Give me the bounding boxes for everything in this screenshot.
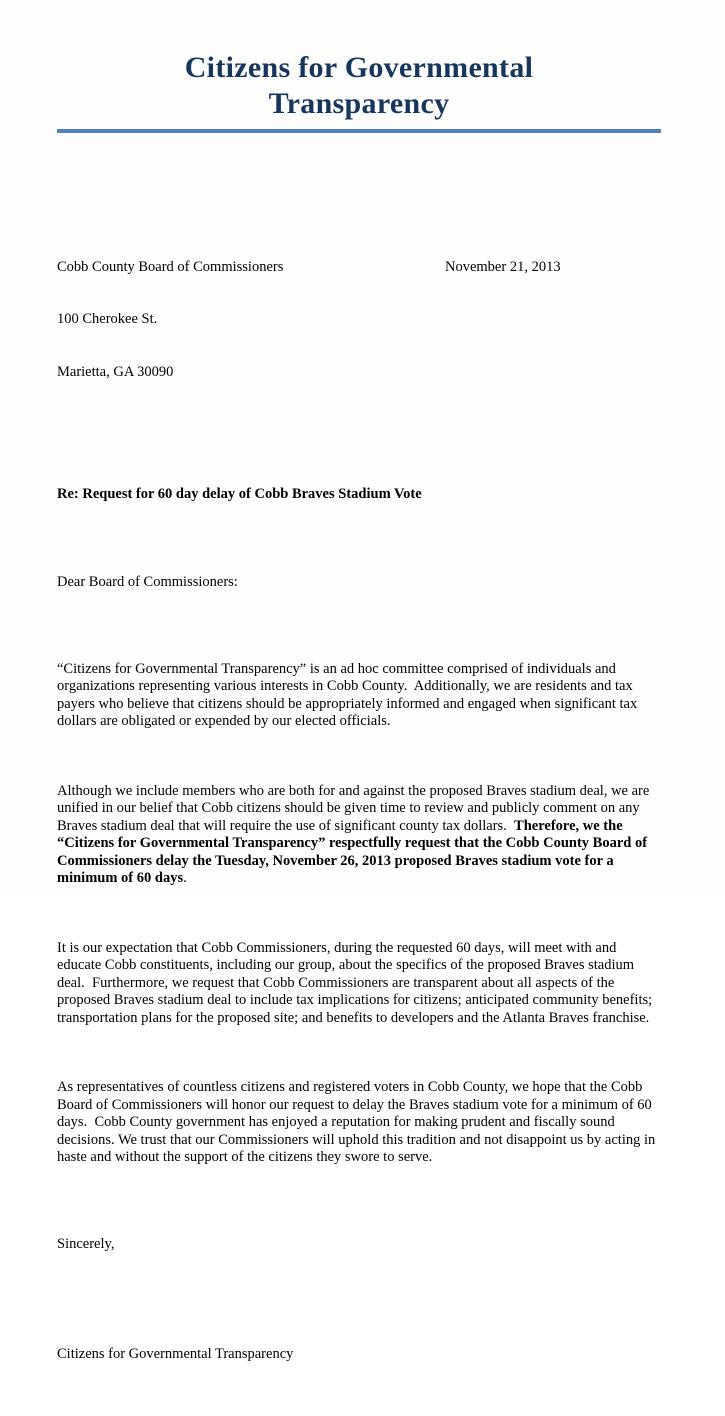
recipient-name-line [57,259,660,277]
recipient-street: 100 Cherokee St. [57,311,158,327]
letter-date: November 21, 2013 [445,258,561,275]
recipient-address-block [57,224,660,417]
body-paragraph: As representatives of countless citizens and registered voters in Cobb County, we hope that the Cobb Board of Commissioners will honor our request to delay the Braves stadium vote for a minimum of 60 days. Cobb County government has enjoyed a reputation for making prudent and fiscally sound decisions. We trust that our Commissioners will uphold this tradition and not disappoint us by acting in haste and without the support of the citizens they swore to serve. [57,1079,659,1165]
body-paragraph: Although we include members who are both for and against the proposed Braves stadium deal, we are unified in our belief that Cobb citizens should be given time to review and publicly comment on any Braves stadium deal that will require the use of significant county tax dollars. Therefore, we the “Citizens for Governmental Transparency” respectfully request that the Cobb County Board of Commissioners delay the Tuesday, November 26, 2013 proposed Braves stadium vote for a minimum of 60 days. [57,782,653,886]
recipient-city-state-zip: Marietta, GA 30090 [57,363,174,380]
letter-body [57,133,660,1416]
body-paragraph: It is our expectation that Cobb Commissioners, during the requested 60 days, will meet with and educate Cobb constituents, including our group, about the specifics of the proposed Braves stadium deal. Furthermore, we request that Cobb Commissioners are transparent about all aspects of the proposed Braves stadium deal to include tax implications for citizens; anticipated community benefits; transportation plans for the proposed site; and benefits to developers and the Atlanta Braves franchise. [57,939,656,1026]
letterhead [57,0,661,133]
recipient-name: Cobb County Board of Commissioners [57,258,284,275]
letterhead-title-line1: Citizens for Governmental [184,51,534,84]
signature: Citizens for Governmental Transparency [57,1346,294,1362]
body-paragraph: “Citizens for Governmental Transparency” is an ad hoc committee comprised of individuals and organizations representing various interests in Cobb County. Additionally, we are residents and tax payers who believe that citizens should be appropriately informed and engaged when significant tax dollars are obligated or expended by our elected officials. [57,660,641,729]
closing: Sincerely, [57,1236,115,1252]
salutation: Dear Board of Commissioners: [57,573,238,590]
letterhead-title [57,50,661,122]
letterhead-title-line2: Transparency [268,87,450,120]
subject-line: Re: Request for 60 day delay of Cobb Braves Stadium Vote [57,485,422,502]
